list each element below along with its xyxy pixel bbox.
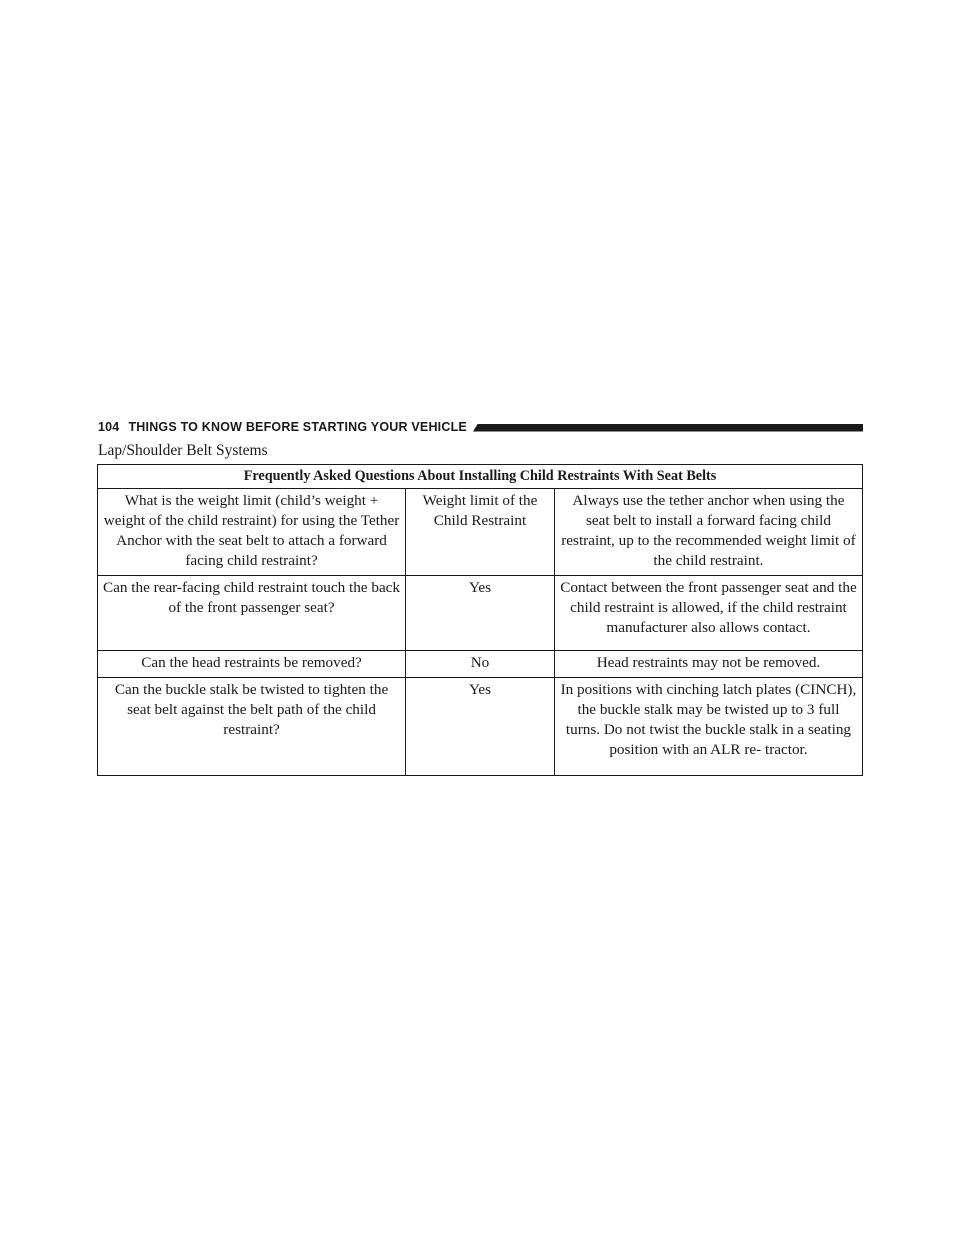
answer-cell: Yes — [406, 678, 555, 776]
note-cell: In positions with cinching latch plates (CINCH), the buckle stalk may be twisted up to 3 full turns. Do not twist the buckle stalk in a seating position with an ALR re- tractor. — [554, 678, 862, 776]
section-title: Lap/Shoulder Belt Systems — [98, 442, 268, 459]
question-cell: Can the buckle stalk be twisted to tighten the seat belt against the belt path of the child restraint? — [98, 678, 406, 776]
table-row — [98, 576, 863, 651]
table-row — [98, 489, 863, 576]
answer-cell: No — [406, 651, 555, 678]
table-row — [98, 651, 863, 678]
question-cell: Can the head restraints be removed? — [98, 651, 406, 678]
page-number: 104 — [98, 420, 120, 434]
header-rule — [473, 424, 863, 432]
note-cell: Head restraints may not be removed. — [554, 651, 862, 678]
page-header — [98, 418, 863, 436]
table-row — [98, 678, 863, 776]
answer-cell: Weight limit of the Child Restraint — [406, 489, 555, 576]
note-cell: Contact between the front passenger seat and the child restraint is allowed, if the child restraint manufacturer also allows contact. — [554, 576, 862, 651]
note-cell: Always use the tether anchor when using the seat belt to install a forward facing child restraint, up to the recommended weight limit of the child restraint. — [554, 489, 862, 576]
table-header-row — [98, 465, 863, 489]
chapter-title: THINGS TO KNOW BEFORE STARTING YOUR VEHICLE — [128, 420, 467, 434]
answer-cell: Yes — [406, 576, 555, 651]
question-cell: What is the weight limit (child’s weight + weight of the child restraint) for using the Tether Anchor with the seat belt to attach a forward facing child restraint? — [98, 489, 406, 576]
faq-table — [97, 464, 863, 776]
table-caption: Frequently Asked Questions About Installing Child Restraints With Seat Belts — [98, 465, 863, 489]
question-cell: Can the rear-facing child restraint touch the back of the front passenger seat? — [98, 576, 406, 651]
